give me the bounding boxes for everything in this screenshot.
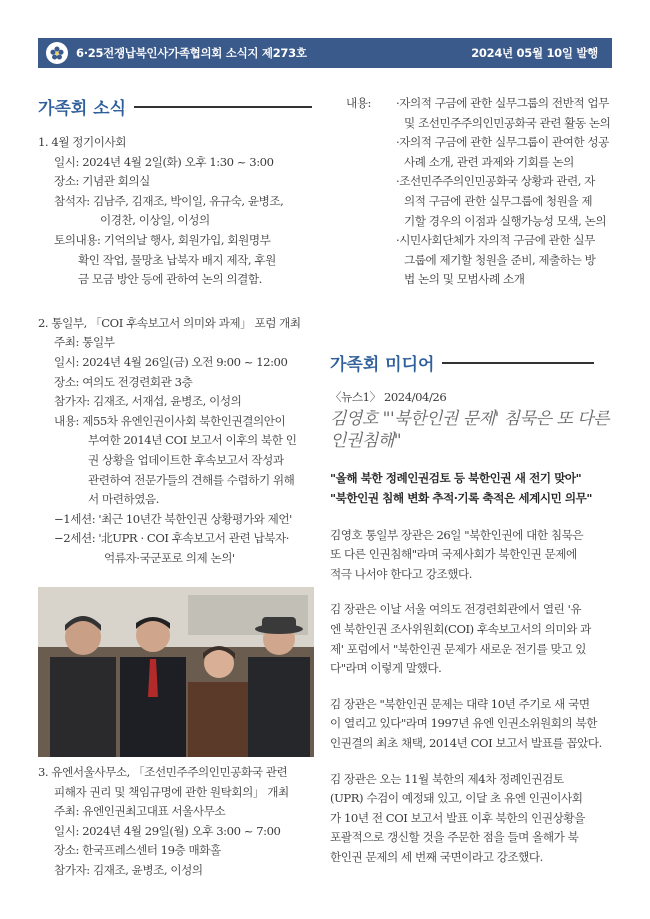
session-1: −1세션: '최근 10년간 북한인권 상황평가와 제언' bbox=[54, 511, 292, 526]
item-date: 일시: 2024년 4월 29일(월) 오후 3:00 ~ 7:00 bbox=[54, 823, 281, 838]
header-bar bbox=[38, 38, 612, 68]
article-line: 인권결의 최초 채택, 2014년 COI 보고서 발표를 꼽았다. bbox=[330, 735, 602, 750]
item-title: 2. 통일부, 「COI 후속보고서 의미와 과제」 포럼 개최 bbox=[38, 315, 301, 330]
news-item-3 bbox=[38, 763, 323, 881]
news-title-line1: 김영호 "'북한인권 문제' 침묵은 또 다른 bbox=[330, 408, 610, 429]
item-date: 일시: 2024년 4월 2일(화) 오후 1:30 ~ 3:00 bbox=[54, 154, 274, 169]
news-section-heading bbox=[38, 94, 312, 119]
content-bullet-cont: 의적 구금에 관한 실무그룹에 청원을 제 bbox=[404, 193, 593, 208]
heading-rule bbox=[134, 106, 312, 108]
forget-me-not-logo-icon bbox=[46, 42, 68, 64]
heading-rule bbox=[442, 362, 594, 364]
item-content-cont: 금 모금 방안 등에 관하여 논의 의결함. bbox=[78, 272, 262, 287]
article-line: 이 열리고 있다"라며 1997년 유엔 인권소위원회의 북한 bbox=[330, 716, 597, 731]
article-paragraph bbox=[330, 695, 615, 754]
item-content-cont: 확인 작업, 물망초 납북자 배지 제작, 후원 bbox=[78, 252, 276, 267]
header-left bbox=[46, 42, 307, 64]
session-2: −2세션: '北UPR · COI 후속보고서 관련 납북자· bbox=[54, 531, 289, 546]
content-bullet-cont: 그룹에 제기할 청원을 준비, 제출하는 방 bbox=[404, 252, 596, 267]
issue-date: 2024년 05월 10일 발행 bbox=[471, 46, 598, 60]
content-bullet-cont: 법 논의 및 모범사례 소개 bbox=[404, 272, 525, 287]
item-content-cont: 부여한 2014년 COI 보고서 이후의 북한 인 bbox=[88, 433, 297, 448]
news-item-1 bbox=[38, 133, 323, 290]
item-content-cont: 서 마련하였음. bbox=[88, 492, 159, 507]
article-line: (UPR) 수검이 예정돼 있고, 이달 초 유엔 인권이사회 bbox=[330, 791, 583, 806]
article-line: 김 장관은 "북한인권 문제는 대략 10년 주기로 새 국면 bbox=[330, 696, 590, 711]
content-bullet-cont: 및 조선민주주의인민공화국 관련 활동 논의 bbox=[404, 115, 611, 130]
article-paragraph bbox=[330, 526, 615, 585]
news-source-tag: 〈뉴스1〉 2024/04/26 bbox=[330, 390, 447, 404]
item-attendees-cont: 이경찬, 이상일, 이성의 bbox=[100, 213, 210, 228]
article-line: 김영호 통일부 장관은 26일 "북한인권에 대한 침묵은 bbox=[330, 527, 584, 542]
article-line: 한인권 문제의 세 번째 국면이라고 강조했다. bbox=[330, 849, 543, 864]
content-bullet-cont: 기할 경우의 이점과 실행가능성 모색, 논의 bbox=[404, 213, 607, 228]
news-column-left bbox=[38, 133, 323, 568]
newsletter-title: 6·25전쟁납북인사가족협의회 소식지 제273호 bbox=[76, 46, 307, 60]
content-bullet: ·자의적 구금에 관한 실무그룹의 전반적 업무 bbox=[396, 96, 609, 110]
item-attendees: 참가자: 김재조, 윤병조, 이성의 bbox=[54, 862, 203, 877]
forum-group-photo bbox=[38, 587, 314, 757]
item-place: 장소: 여의도 전경련회관 3층 bbox=[54, 374, 193, 389]
article-line: 적극 나서야 한다고 강조했다. bbox=[330, 566, 472, 581]
item-place: 장소: 한국프레스센터 19층 매화홀 bbox=[54, 843, 221, 858]
content-bullet: ·시민사회단체가 자의적 구금에 관한 실무 bbox=[396, 233, 595, 248]
article-line: 엔 북한인권 조사위원회(COI) 후속보고서의 의미와 과 bbox=[330, 621, 591, 636]
media-section-heading bbox=[330, 350, 594, 375]
item-title: 3. 유엔서울사무소, 「조선민주주의인민공화국 관련 bbox=[38, 765, 288, 779]
item-attendees: 참가자: 김재조, 서재섭, 윤병조, 이성의 bbox=[54, 394, 242, 409]
news-item-2 bbox=[38, 314, 323, 569]
item-title-cont: 피해자 권리 및 책임규명에 관한 원탁회의」 개최 bbox=[54, 784, 289, 799]
session-2-cont: 억류자·국군포로 의제 논의' bbox=[104, 550, 235, 565]
pull-quote-2: "북한인권 침해 변화 추적·기록 축적은 세계시민 의무" bbox=[330, 490, 593, 505]
article-line: 김 장관은 이날 서울 여의도 전경련회관에서 열린 '유 bbox=[330, 602, 582, 617]
news-title-line2: 인권침해" bbox=[330, 430, 402, 451]
item-place: 장소: 기념관 회의실 bbox=[54, 174, 150, 189]
article-line: 포괄적으로 갱신할 것을 주문한 점을 들며 올해가 북 bbox=[330, 830, 579, 845]
item-host: 주최: 유엔인권최고대표 서울사무소 bbox=[54, 804, 226, 819]
article-paragraph bbox=[330, 600, 615, 678]
content-label: 내용: bbox=[346, 96, 371, 110]
item-host: 주최: 통일부 bbox=[54, 335, 115, 350]
article-line: 김 장관은 오는 11월 북한의 제4차 정례인권검토 bbox=[330, 771, 564, 786]
media-section-title: 가족회 미디어 bbox=[330, 355, 435, 375]
content-bullet: ·자의적 구금에 관한 실무그룹이 관여한 성공 bbox=[396, 135, 609, 150]
article-line: 가 10년 전 COI 보고서 발표 이후 북한의 인권상황을 bbox=[330, 810, 585, 825]
item-content-cont: 관련하여 전문가들의 견해를 수렴하기 위해 bbox=[88, 472, 295, 487]
content-bullets bbox=[396, 94, 610, 290]
item-date: 일시: 2024년 4월 26일(금) 오전 9:00 ~ 12:00 bbox=[54, 354, 288, 369]
article-line: 다"라며 이렇게 말했다. bbox=[330, 661, 442, 676]
news-section-title: 가족회 소식 bbox=[38, 99, 127, 119]
item-attendees: 참석자: 김남주, 김재조, 박이일, 유규숙, 윤병조, bbox=[54, 193, 284, 208]
content-bullet-cont: 사례 소개, 관련 과제와 기회를 논의 bbox=[404, 154, 574, 169]
content-bullet: ·조선민주주의인민공화국 상황과 관련, 자 bbox=[396, 174, 595, 189]
pull-quote-1: "올해 북한 정례인권검토 등 북한인권 새 전기 맞아" bbox=[330, 470, 582, 485]
article-line: 또 다른 인권침해"라며 국제사회가 북한인권 문제에 bbox=[330, 547, 577, 562]
article-line: 제' 포럼에서 "북한인권 문제가 새로운 전기를 맞고 있 bbox=[330, 641, 587, 656]
media-article bbox=[330, 388, 615, 868]
article-paragraph bbox=[330, 770, 615, 868]
content-bullets-block bbox=[330, 94, 612, 290]
item-content-cont: 권 상황을 업데이트한 후속보고서 작성과 bbox=[88, 452, 284, 467]
content-row bbox=[330, 94, 612, 290]
news-column-left-bottom bbox=[38, 763, 323, 881]
item-content: 내용: 제55차 유엔인권이사회 북한인권결의안이 bbox=[54, 413, 286, 428]
item-content: 토의내용: 기억의날 행사, 회원가입, 회원명부 bbox=[54, 232, 271, 247]
article-body bbox=[330, 526, 615, 868]
item-title: 1. 4월 정기이사회 bbox=[38, 135, 127, 149]
